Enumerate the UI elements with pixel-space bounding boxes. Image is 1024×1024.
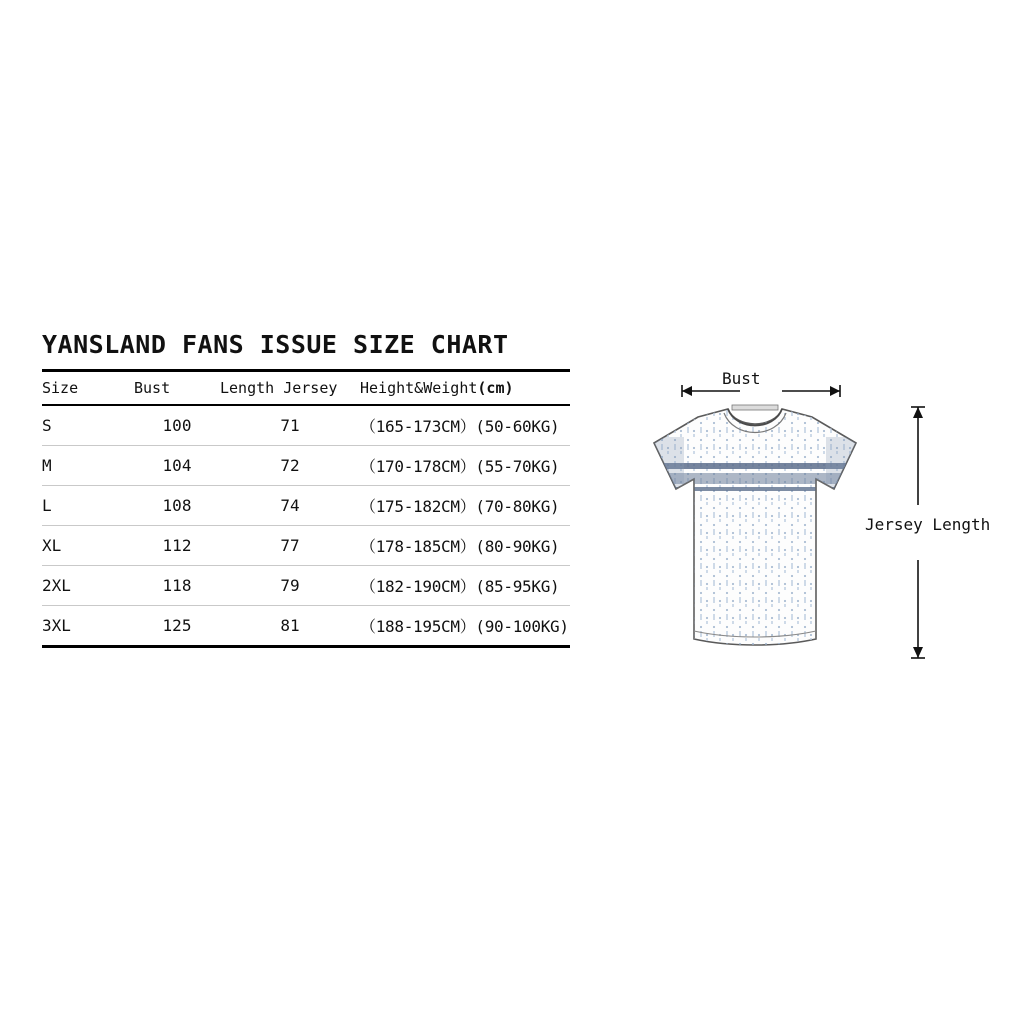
column-header-height-weight: [360, 371, 570, 406]
bust-measure-label: Bust: [722, 369, 761, 388]
unit-suffix: (cm): [477, 379, 514, 397]
cell-bust: 112: [134, 526, 220, 566]
cell-height-weight: （178-185CM）(80-90KG): [360, 526, 570, 566]
table-header-row: [42, 371, 570, 406]
page-title: YANSLAND FANS ISSUE SIZE CHART: [42, 330, 509, 359]
cell-height-weight: （182-190CM）(85-95KG): [360, 566, 570, 606]
cell-length: 71: [220, 405, 360, 446]
cell-size: 2XL: [42, 566, 134, 606]
bust-measure-arrow-icon: [680, 384, 842, 398]
cell-size: 3XL: [42, 606, 134, 647]
column-header-height-weight-text: Height&Weight: [360, 379, 478, 397]
cell-height-weight: （165-173CM）(50-60KG): [360, 405, 570, 446]
cell-height-weight: （175-182CM）(70-80KG): [360, 486, 570, 526]
jersey-neck-tape: [732, 405, 778, 410]
table-row: [42, 486, 570, 526]
cell-height-weight: （188-195CM）(90-100KG): [360, 606, 570, 647]
cell-size: M: [42, 446, 134, 486]
cell-size: S: [42, 405, 134, 446]
cell-bust: 108: [134, 486, 220, 526]
size-chart-table: [42, 369, 570, 648]
jersey-pattern: [620, 403, 890, 663]
table-row: [42, 526, 570, 566]
jersey-length-measure-label: Jersey Length: [865, 515, 991, 534]
jersey-length-measure-arrow-icon: [910, 405, 926, 660]
table-row: [42, 405, 570, 446]
column-header-length: Length Jersey: [220, 371, 360, 406]
size-chart-panel: [42, 330, 578, 648]
cell-length: 74: [220, 486, 360, 526]
table-row: [42, 606, 570, 647]
cell-size: L: [42, 486, 134, 526]
cell-length: 81: [220, 606, 360, 647]
jersey-illustration: [620, 403, 890, 663]
cell-length: 77: [220, 526, 360, 566]
cell-bust: 125: [134, 606, 220, 647]
column-header-size: Size: [42, 371, 134, 406]
cell-height-weight: （170-178CM）(55-70KG): [360, 446, 570, 486]
cell-size: XL: [42, 526, 134, 566]
table-row: [42, 566, 570, 606]
cell-bust: 100: [134, 405, 220, 446]
cell-bust: 104: [134, 446, 220, 486]
cell-bust: 118: [134, 566, 220, 606]
jersey-diagram-panel: [600, 355, 1010, 695]
cell-length: 79: [220, 566, 360, 606]
column-header-bust: Bust: [134, 371, 220, 406]
cell-length: 72: [220, 446, 360, 486]
table-row: [42, 446, 570, 486]
